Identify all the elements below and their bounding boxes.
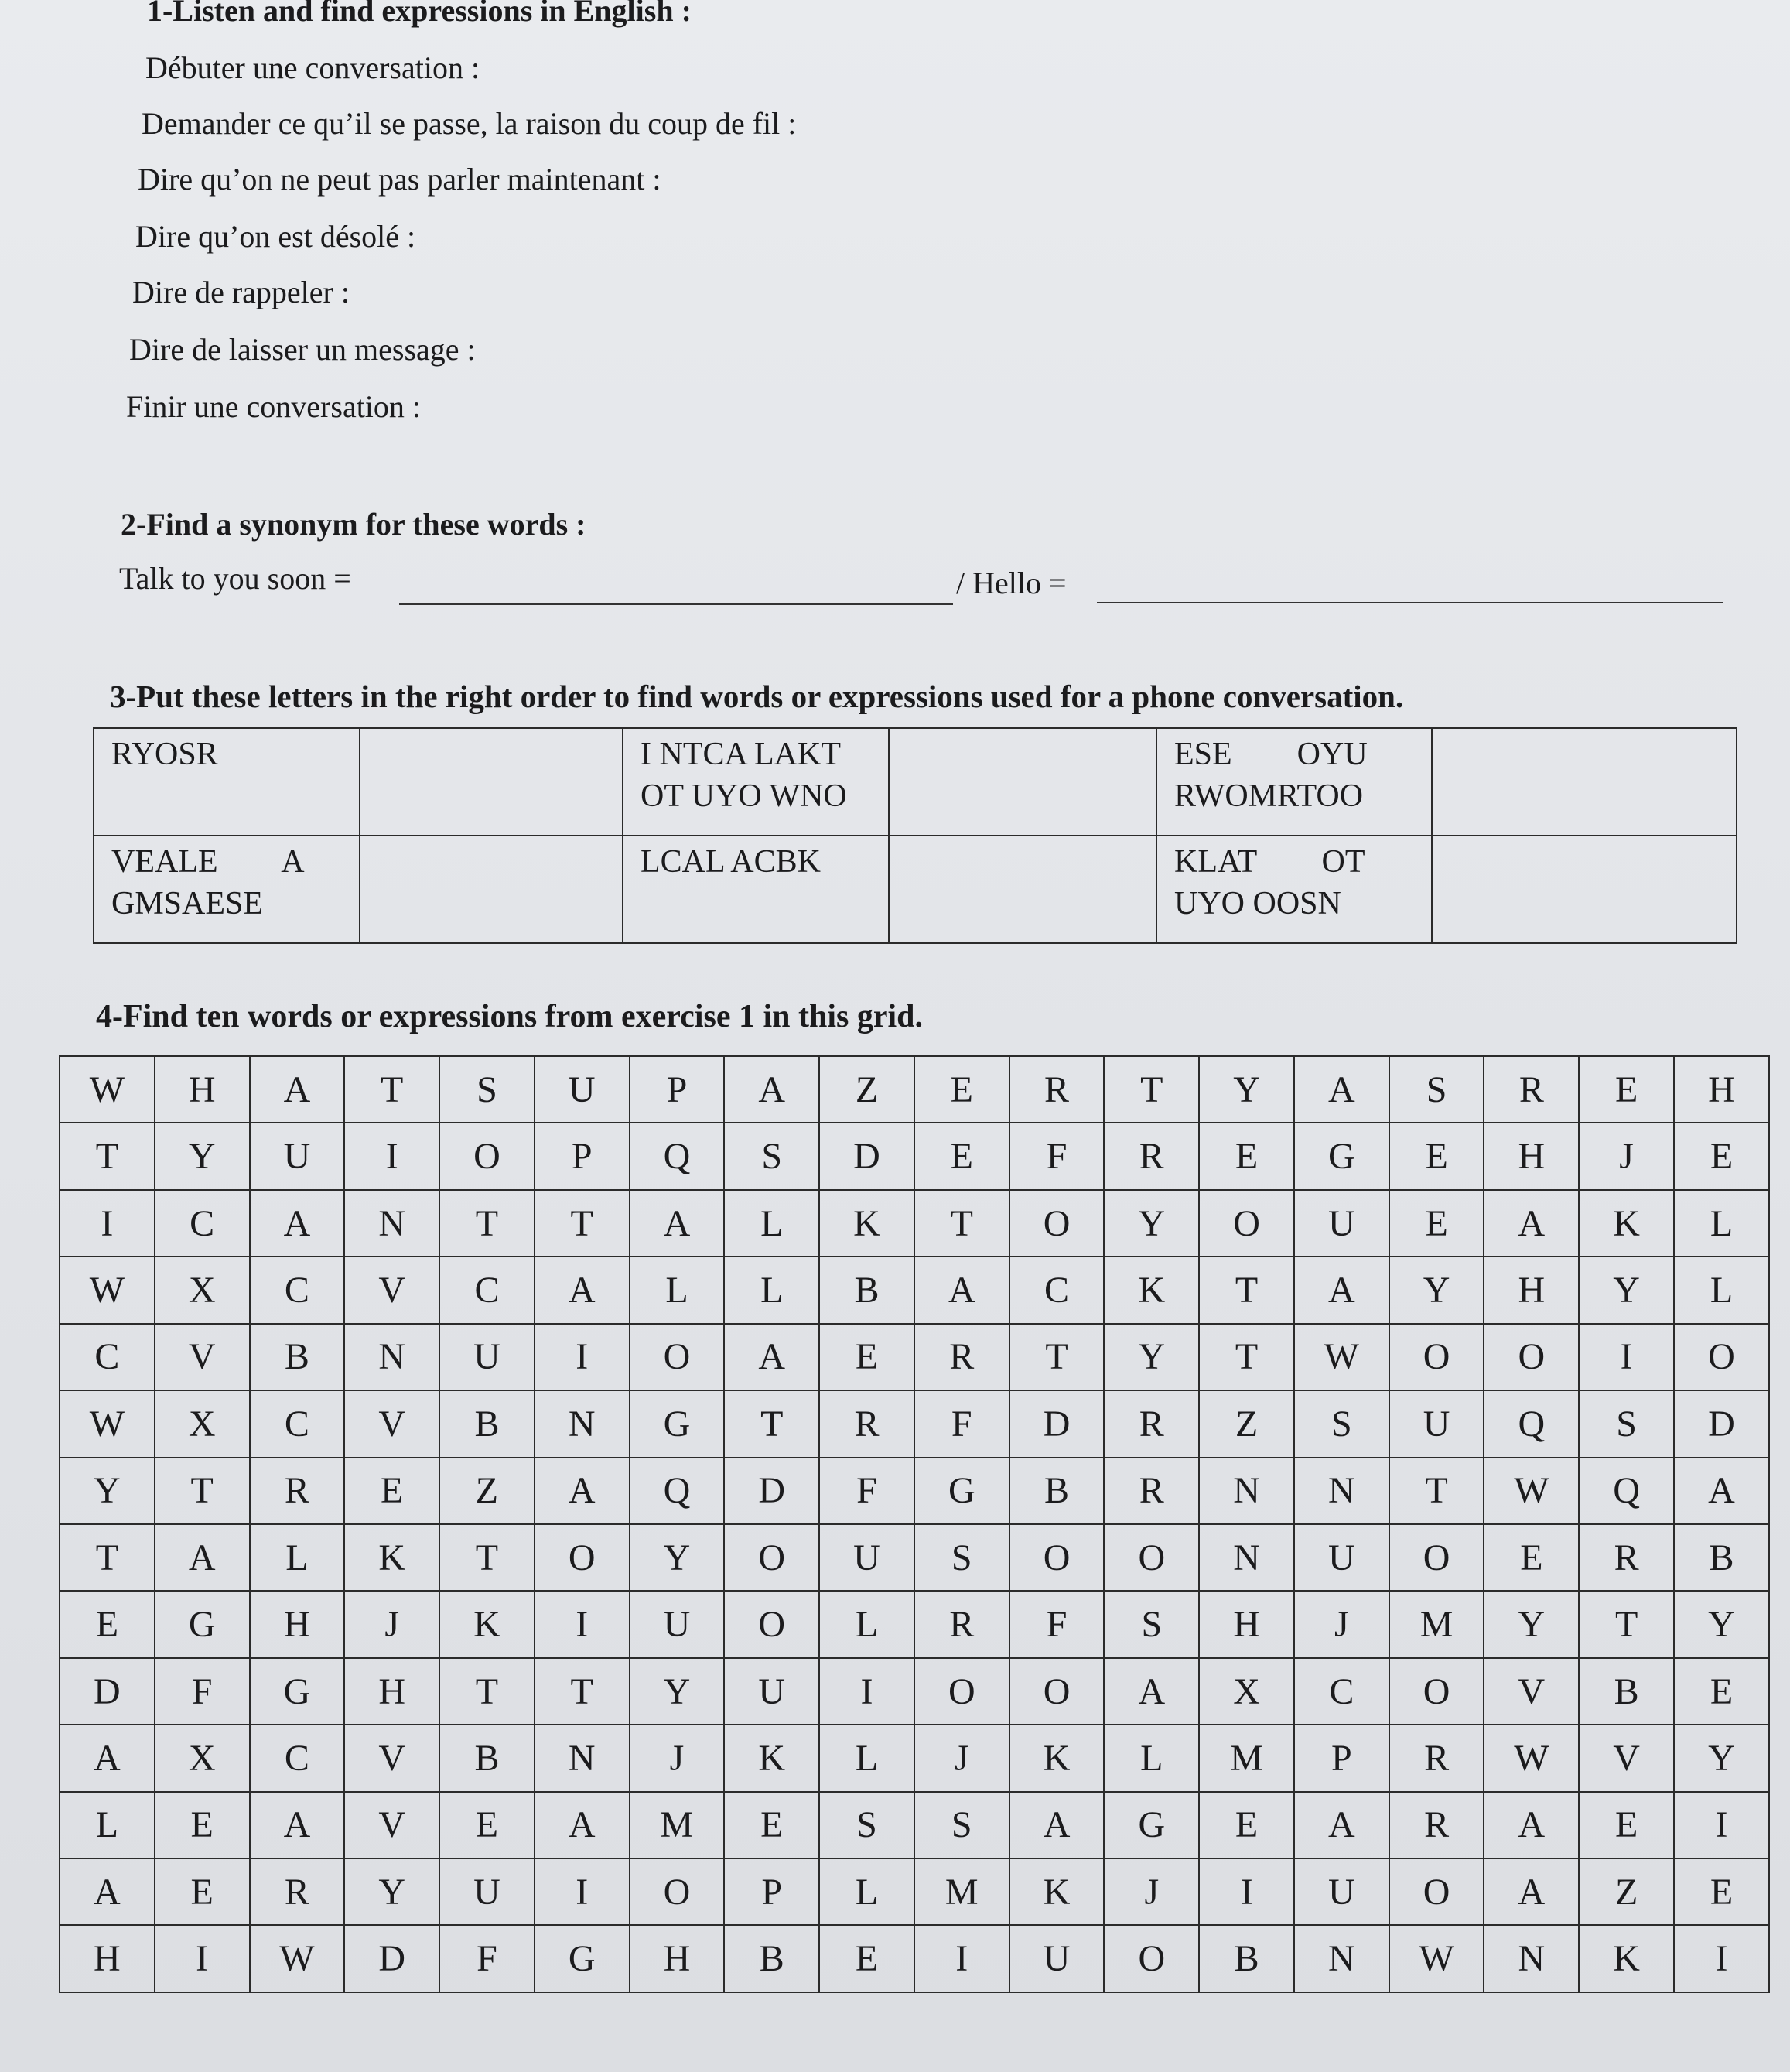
grid-cell[interactable]: G: [1294, 1123, 1389, 1189]
grid-cell[interactable]: O: [535, 1524, 630, 1591]
grid-cell[interactable]: O: [724, 1524, 819, 1591]
grid-cell[interactable]: A: [1484, 1792, 1579, 1858]
grid-cell[interactable]: T: [439, 1524, 535, 1591]
grid-cell[interactable]: R: [1009, 1056, 1105, 1123]
grid-row: [60, 1524, 1769, 1591]
grid-cell[interactable]: K: [439, 1591, 535, 1657]
grid-cell[interactable]: B: [1579, 1658, 1674, 1725]
grid-cell[interactable]: W: [60, 1257, 155, 1323]
grid-cell[interactable]: C: [250, 1390, 345, 1457]
grid-cell[interactable]: I: [60, 1190, 155, 1257]
grid-cell[interactable]: F: [1009, 1123, 1105, 1189]
grid-cell[interactable]: D: [819, 1123, 914, 1189]
grid-cell[interactable]: Q: [1484, 1390, 1579, 1457]
exercise3-title: 3-Put these letters in the right order to find words or expressions used for a phone conversation.: [110, 679, 1404, 714]
grid-cell[interactable]: G: [155, 1591, 250, 1657]
grid-cell[interactable]: I: [1674, 1792, 1769, 1858]
grid-cell[interactable]: L: [819, 1725, 914, 1791]
grid-cell[interactable]: V: [1484, 1658, 1579, 1725]
grid-cell[interactable]: B: [819, 1257, 914, 1323]
grid-cell[interactable]: B: [439, 1725, 535, 1791]
grid-cell[interactable]: W: [250, 1925, 345, 1992]
grid-cell[interactable]: W: [1484, 1725, 1579, 1791]
grid-cell[interactable]: Q: [630, 1458, 725, 1524]
grid-cell[interactable]: V: [344, 1725, 439, 1791]
synonym-answer-line-2[interactable]: [1097, 602, 1723, 603]
grid-cell[interactable]: A: [60, 1858, 155, 1925]
grid-cell[interactable]: E: [155, 1792, 250, 1858]
grid-cell[interactable]: W: [1389, 1925, 1484, 1992]
grid-cell[interactable]: J: [344, 1591, 439, 1657]
grid-row: [60, 1458, 1769, 1524]
grid-cell[interactable]: I: [914, 1925, 1009, 1992]
grid-cell[interactable]: W: [60, 1390, 155, 1457]
grid-cell[interactable]: D: [1674, 1390, 1769, 1457]
grid-cell[interactable]: Y: [344, 1858, 439, 1925]
grid-cell[interactable]: O: [1104, 1524, 1199, 1591]
grid-cell[interactable]: S: [1389, 1056, 1484, 1123]
grid-row: [60, 1056, 1769, 1123]
grid-cell[interactable]: S: [914, 1792, 1009, 1858]
grid-cell[interactable]: J: [630, 1725, 725, 1791]
grid-cell[interactable]: C: [60, 1324, 155, 1390]
anagram-table: [93, 727, 1737, 944]
grid-cell[interactable]: V: [344, 1257, 439, 1323]
grid-cell[interactable]: N: [1294, 1458, 1389, 1524]
grid-cell[interactable]: R: [250, 1458, 345, 1524]
grid-cell[interactable]: A: [914, 1257, 1009, 1323]
grid-cell[interactable]: P: [535, 1123, 630, 1189]
grid-cell[interactable]: W: [1294, 1324, 1389, 1390]
anagram-clue: I NTCA LAKT OT UYO WNO: [623, 728, 889, 836]
exercise4-title: 4-Find ten words or expressions from exercise 1 in this grid.: [96, 999, 924, 1034]
grid-cell[interactable]: U: [630, 1591, 725, 1657]
grid-cell[interactable]: B: [250, 1324, 345, 1390]
grid-cell[interactable]: B: [724, 1925, 819, 1992]
grid-cell[interactable]: I: [535, 1591, 630, 1657]
grid-cell[interactable]: Y: [1579, 1257, 1674, 1323]
grid-cell[interactable]: R: [1579, 1524, 1674, 1591]
grid-cell[interactable]: X: [1199, 1658, 1294, 1725]
grid-cell[interactable]: Y: [1199, 1056, 1294, 1123]
grid-cell[interactable]: W: [60, 1056, 155, 1123]
grid-row: [60, 1925, 1769, 1992]
grid-cell[interactable]: X: [155, 1725, 250, 1791]
grid-cell[interactable]: A: [630, 1190, 725, 1257]
grid-cell[interactable]: Y: [1674, 1591, 1769, 1657]
grid-cell[interactable]: Y: [60, 1458, 155, 1524]
grid-cell[interactable]: N: [535, 1390, 630, 1457]
grid-cell[interactable]: J: [914, 1725, 1009, 1791]
grid-row: [60, 1190, 1769, 1257]
grid-row: [60, 1257, 1769, 1323]
grid-cell[interactable]: I: [535, 1858, 630, 1925]
grid-cell[interactable]: I: [155, 1925, 250, 1992]
prompt-end-conversation: Finir une conversation :: [126, 389, 422, 424]
grid-cell[interactable]: H: [630, 1925, 725, 1992]
grid-cell[interactable]: T: [60, 1123, 155, 1189]
grid-cell[interactable]: G: [1104, 1792, 1199, 1858]
grid-cell[interactable]: P: [724, 1858, 819, 1925]
anagram-clue: RYOSR: [94, 728, 360, 836]
grid-row: [60, 1858, 1769, 1925]
grid-cell[interactable]: O: [1199, 1190, 1294, 1257]
grid-cell[interactable]: J: [1579, 1123, 1674, 1189]
grid-cell[interactable]: T: [535, 1658, 630, 1725]
grid-cell[interactable]: K: [1104, 1257, 1199, 1323]
grid-cell[interactable]: K: [1009, 1858, 1105, 1925]
grid-cell[interactable]: U: [1294, 1858, 1389, 1925]
grid-cell[interactable]: M: [914, 1858, 1009, 1925]
grid-cell[interactable]: T: [1104, 1056, 1199, 1123]
grid-cell[interactable]: T: [344, 1056, 439, 1123]
anagram-answer-cell[interactable]: [1432, 836, 1737, 943]
grid-cell[interactable]: I: [819, 1658, 914, 1725]
grid-cell[interactable]: O: [1674, 1324, 1769, 1390]
grid-cell[interactable]: U: [1389, 1390, 1484, 1457]
grid-cell[interactable]: Y: [630, 1658, 725, 1725]
grid-cell[interactable]: N: [1199, 1458, 1294, 1524]
grid-cell[interactable]: E: [1199, 1123, 1294, 1189]
grid-cell[interactable]: L: [630, 1257, 725, 1323]
grid-cell[interactable]: E: [439, 1792, 535, 1858]
anagram-row: [94, 728, 1737, 836]
grid-cell[interactable]: L: [724, 1257, 819, 1323]
grid-cell[interactable]: A: [1009, 1792, 1105, 1858]
grid-cell[interactable]: I: [344, 1123, 439, 1189]
anagram-clue: KLAT OT UYO OOSN: [1156, 836, 1432, 943]
synonym-item-talk-to-you-soon: Talk to you soon =: [119, 561, 351, 596]
grid-cell[interactable]: A: [155, 1524, 250, 1591]
grid-cell[interactable]: N: [1294, 1925, 1389, 1992]
grid-cell[interactable]: B: [1009, 1458, 1105, 1524]
grid-cell[interactable]: Z: [439, 1458, 535, 1524]
prompt-sorry: Dire qu’on est désolé :: [135, 219, 416, 254]
grid-cell[interactable]: L: [724, 1190, 819, 1257]
grid-cell[interactable]: A: [250, 1792, 345, 1858]
grid-cell[interactable]: U: [819, 1524, 914, 1591]
grid-cell[interactable]: C: [1294, 1658, 1389, 1725]
grid-cell[interactable]: O: [1009, 1190, 1105, 1257]
grid-cell[interactable]: Y: [1484, 1591, 1579, 1657]
prompt-cant-talk: Dire qu’on ne peut pas parler maintenant :: [138, 162, 661, 197]
grid-cell[interactable]: O: [1389, 1324, 1484, 1390]
grid-cell[interactable]: A: [1674, 1458, 1769, 1524]
grid-cell[interactable]: Y: [1104, 1190, 1199, 1257]
grid-cell[interactable]: D: [1009, 1390, 1105, 1457]
grid-cell[interactable]: G: [914, 1458, 1009, 1524]
grid-cell[interactable]: T: [439, 1658, 535, 1725]
grid-cell[interactable]: E: [1199, 1792, 1294, 1858]
grid-cell[interactable]: A: [724, 1056, 819, 1123]
grid-cell[interactable]: A: [535, 1458, 630, 1524]
grid-cell[interactable]: R: [914, 1591, 1009, 1657]
prompt-call-back: Dire de rappeler :: [132, 275, 350, 309]
grid-cell[interactable]: B: [1674, 1524, 1769, 1591]
grid-cell[interactable]: Y: [1389, 1257, 1484, 1323]
synonym-answer-line-1[interactable]: [399, 603, 953, 605]
grid-cell[interactable]: R: [914, 1324, 1009, 1390]
grid-cell[interactable]: V: [155, 1324, 250, 1390]
grid-cell[interactable]: C: [439, 1257, 535, 1323]
grid-cell[interactable]: R: [819, 1390, 914, 1457]
grid-cell[interactable]: A: [1484, 1190, 1579, 1257]
grid-cell[interactable]: N: [1199, 1524, 1294, 1591]
grid-cell[interactable]: N: [344, 1190, 439, 1257]
grid-cell[interactable]: V: [344, 1792, 439, 1858]
grid-cell[interactable]: S: [724, 1123, 819, 1189]
grid-cell[interactable]: C: [250, 1257, 345, 1323]
grid-cell[interactable]: H: [250, 1591, 345, 1657]
prompt-leave-message: Dire de laisser un message :: [129, 332, 476, 367]
anagram-answer-cell[interactable]: [360, 836, 623, 943]
grid-cell[interactable]: G: [250, 1658, 345, 1725]
grid-cell[interactable]: A: [1104, 1658, 1199, 1725]
grid-cell[interactable]: K: [1579, 1190, 1674, 1257]
grid-cell[interactable]: A: [1294, 1056, 1389, 1123]
anagram-clue: VEALE A GMSAESE: [94, 836, 360, 943]
grid-cell[interactable]: U: [535, 1056, 630, 1123]
grid-cell[interactable]: B: [1199, 1925, 1294, 1992]
grid-cell[interactable]: A: [250, 1056, 345, 1123]
grid-cell[interactable]: N: [535, 1725, 630, 1791]
grid-cell[interactable]: R: [1389, 1725, 1484, 1791]
grid-cell[interactable]: O: [1389, 1658, 1484, 1725]
grid-cell[interactable]: Z: [1579, 1858, 1674, 1925]
grid-cell[interactable]: F: [819, 1458, 914, 1524]
grid-cell[interactable]: Y: [155, 1123, 250, 1189]
grid-cell[interactable]: U: [724, 1658, 819, 1725]
grid-cell[interactable]: Y: [1674, 1725, 1769, 1791]
grid-cell[interactable]: E: [1579, 1056, 1674, 1123]
grid-cell[interactable]: I: [1674, 1925, 1769, 1992]
grid-cell[interactable]: X: [155, 1257, 250, 1323]
grid-cell[interactable]: L: [819, 1591, 914, 1657]
grid-cell[interactable]: U: [439, 1858, 535, 1925]
grid-cell[interactable]: E: [344, 1458, 439, 1524]
grid-cell[interactable]: E: [1674, 1858, 1769, 1925]
grid-cell[interactable]: P: [630, 1056, 725, 1123]
grid-cell[interactable]: C: [155, 1190, 250, 1257]
grid-cell[interactable]: I: [1579, 1324, 1674, 1390]
grid-cell[interactable]: O: [1104, 1925, 1199, 1992]
grid-cell[interactable]: H: [344, 1658, 439, 1725]
grid-cell[interactable]: L: [819, 1858, 914, 1925]
grid-cell[interactable]: Z: [1199, 1390, 1294, 1457]
grid-cell[interactable]: E: [1579, 1792, 1674, 1858]
grid-cell[interactable]: K: [1009, 1725, 1105, 1791]
grid-cell[interactable]: C: [1009, 1257, 1105, 1323]
grid-cell[interactable]: S: [914, 1524, 1009, 1591]
grid-cell[interactable]: L: [1104, 1725, 1199, 1791]
grid-cell[interactable]: K: [724, 1725, 819, 1791]
grid-cell[interactable]: H: [1484, 1257, 1579, 1323]
anagram-answer-cell[interactable]: [889, 836, 1156, 943]
grid-cell[interactable]: F: [439, 1925, 535, 1992]
grid-cell[interactable]: H: [60, 1925, 155, 1992]
grid-cell[interactable]: Q: [630, 1123, 725, 1189]
grid-cell[interactable]: L: [60, 1792, 155, 1858]
grid-cell[interactable]: E: [724, 1792, 819, 1858]
grid-cell[interactable]: S: [1294, 1390, 1389, 1457]
synonym-item-hello: / Hello =: [956, 566, 1067, 600]
grid-cell[interactable]: A: [535, 1257, 630, 1323]
grid-cell[interactable]: N: [344, 1324, 439, 1390]
anagram-answer-cell[interactable]: [360, 728, 623, 836]
grid-cell[interactable]: A: [724, 1324, 819, 1390]
word-search-grid: [59, 1055, 1770, 1993]
grid-cell[interactable]: H: [155, 1056, 250, 1123]
grid-cell[interactable]: O: [1484, 1324, 1579, 1390]
grid-cell[interactable]: N: [1484, 1925, 1579, 1992]
grid-cell[interactable]: I: [535, 1324, 630, 1390]
grid-row: [60, 1792, 1769, 1858]
grid-cell[interactable]: J: [1104, 1858, 1199, 1925]
grid-cell[interactable]: W: [1484, 1458, 1579, 1524]
grid-cell[interactable]: D: [60, 1658, 155, 1725]
grid-cell[interactable]: O: [1389, 1524, 1484, 1591]
grid-cell[interactable]: O: [1009, 1524, 1105, 1591]
grid-cell[interactable]: T: [914, 1190, 1009, 1257]
grid-cell[interactable]: A: [1294, 1257, 1389, 1323]
grid-cell[interactable]: Z: [819, 1056, 914, 1123]
anagram-answer-cell[interactable]: [1432, 728, 1737, 836]
grid-cell[interactable]: F: [1009, 1591, 1105, 1657]
grid-cell[interactable]: R: [1389, 1792, 1484, 1858]
grid-cell[interactable]: D: [344, 1925, 439, 1992]
grid-cell[interactable]: M: [630, 1792, 725, 1858]
grid-cell[interactable]: A: [1294, 1792, 1389, 1858]
grid-cell[interactable]: O: [630, 1858, 725, 1925]
grid-cell[interactable]: F: [155, 1658, 250, 1725]
grid-cell[interactable]: U: [439, 1324, 535, 1390]
grid-cell[interactable]: R: [1104, 1123, 1199, 1189]
grid-cell[interactable]: R: [1104, 1390, 1199, 1457]
grid-cell[interactable]: K: [819, 1190, 914, 1257]
grid-cell[interactable]: Y: [1104, 1324, 1199, 1390]
grid-cell[interactable]: O: [724, 1591, 819, 1657]
exercise2-title: 2-Find a synonym for these words :: [121, 507, 586, 542]
grid-cell[interactable]: L: [1674, 1190, 1769, 1257]
grid-cell[interactable]: U: [1294, 1524, 1389, 1591]
grid-cell[interactable]: T: [439, 1190, 535, 1257]
grid-cell[interactable]: R: [250, 1858, 345, 1925]
grid-cell[interactable]: R: [1484, 1056, 1579, 1123]
grid-cell[interactable]: E: [1389, 1123, 1484, 1189]
grid-cell[interactable]: V: [1579, 1725, 1674, 1791]
grid-cell[interactable]: B: [439, 1390, 535, 1457]
grid-cell[interactable]: M: [1389, 1591, 1484, 1657]
grid-cell[interactable]: T: [155, 1458, 250, 1524]
grid-cell[interactable]: T: [1389, 1458, 1484, 1524]
grid-cell[interactable]: Y: [630, 1524, 725, 1591]
grid-cell[interactable]: O: [439, 1123, 535, 1189]
grid-cell[interactable]: L: [250, 1524, 345, 1591]
grid-cell[interactable]: E: [155, 1858, 250, 1925]
exercise1-title: 1-Listen and find expressions in English :: [147, 0, 692, 28]
anagram-clue: ESE OYU RWOMRTOO: [1156, 728, 1432, 836]
grid-cell[interactable]: G: [535, 1925, 630, 1992]
grid-cell[interactable]: U: [250, 1123, 345, 1189]
grid-cell[interactable]: F: [914, 1390, 1009, 1457]
grid-cell[interactable]: O: [1389, 1858, 1484, 1925]
prompt-ask-reason: Demander ce qu’il se passe, la raison du coup de fil :: [142, 106, 797, 141]
grid-cell[interactable]: T: [535, 1190, 630, 1257]
grid-cell[interactable]: E: [1389, 1190, 1484, 1257]
grid-cell[interactable]: U: [1009, 1925, 1105, 1992]
grid-cell[interactable]: U: [1294, 1190, 1389, 1257]
anagram-answer-cell[interactable]: [889, 728, 1156, 836]
anagram-row: [94, 836, 1737, 943]
grid-cell[interactable]: E: [60, 1591, 155, 1657]
grid-cell[interactable]: I: [1199, 1858, 1294, 1925]
grid-cell[interactable]: T: [1009, 1324, 1105, 1390]
grid-cell[interactable]: S: [1579, 1390, 1674, 1457]
grid-cell[interactable]: J: [1294, 1591, 1389, 1657]
grid-cell[interactable]: E: [819, 1324, 914, 1390]
grid-cell[interactable]: T: [1579, 1591, 1674, 1657]
grid-cell[interactable]: V: [344, 1390, 439, 1457]
grid-cell[interactable]: H: [1674, 1056, 1769, 1123]
anagram-clue: LCAL ACBK: [623, 836, 889, 943]
grid-row: [60, 1658, 1769, 1725]
grid-cell[interactable]: O: [914, 1658, 1009, 1725]
grid-cell[interactable]: G: [630, 1390, 725, 1457]
grid-cell[interactable]: S: [819, 1792, 914, 1858]
grid-cell[interactable]: Q: [1579, 1458, 1674, 1524]
grid-cell[interactable]: C: [250, 1725, 345, 1791]
grid-cell[interactable]: R: [1104, 1458, 1199, 1524]
grid-cell[interactable]: A: [535, 1792, 630, 1858]
grid-cell[interactable]: O: [1009, 1658, 1105, 1725]
grid-cell[interactable]: T: [724, 1390, 819, 1457]
grid-cell[interactable]: T: [1199, 1257, 1294, 1323]
grid-cell[interactable]: P: [1294, 1725, 1389, 1791]
grid-cell[interactable]: S: [439, 1056, 535, 1123]
grid-cell[interactable]: H: [1484, 1123, 1579, 1189]
grid-cell[interactable]: T: [1199, 1324, 1294, 1390]
grid-cell[interactable]: A: [250, 1190, 345, 1257]
grid-row: [60, 1324, 1769, 1390]
grid-cell[interactable]: O: [630, 1324, 725, 1390]
grid-cell[interactable]: K: [1579, 1925, 1674, 1992]
grid-cell[interactable]: E: [819, 1925, 914, 1992]
grid-cell[interactable]: L: [1674, 1257, 1769, 1323]
prompt-start-conversation: Débuter une conversation :: [145, 50, 480, 85]
grid-cell[interactable]: E: [914, 1056, 1009, 1123]
grid-row: [60, 1123, 1769, 1189]
grid-row: [60, 1591, 1769, 1657]
grid-cell[interactable]: X: [155, 1390, 250, 1457]
grid-row: [60, 1725, 1769, 1791]
grid-cell[interactable]: H: [1199, 1591, 1294, 1657]
grid-cell[interactable]: E: [1484, 1524, 1579, 1591]
grid-cell[interactable]: E: [1674, 1123, 1769, 1189]
grid-cell[interactable]: S: [1104, 1591, 1199, 1657]
grid-cell[interactable]: D: [724, 1458, 819, 1524]
grid-cell[interactable]: T: [60, 1524, 155, 1591]
grid-cell[interactable]: M: [1199, 1725, 1294, 1791]
grid-cell[interactable]: A: [1484, 1858, 1579, 1925]
grid-cell[interactable]: E: [914, 1123, 1009, 1189]
grid-cell[interactable]: K: [344, 1524, 439, 1591]
grid-cell[interactable]: E: [1674, 1658, 1769, 1725]
grid-cell[interactable]: A: [60, 1725, 155, 1791]
grid-row: [60, 1390, 1769, 1457]
